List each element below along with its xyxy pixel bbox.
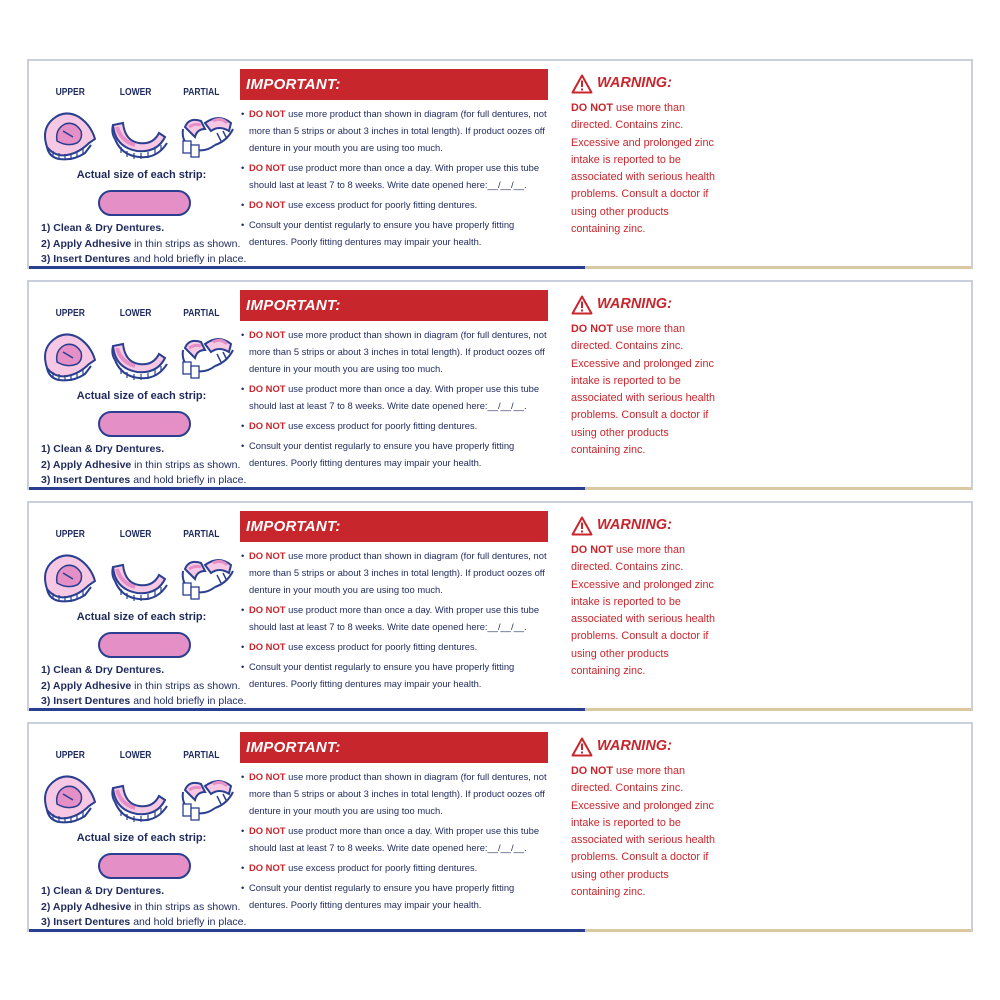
important-item-text: Consult your dentist regularly to ensure you have properly fitting dentures. Poorly fitting dentures may impair your health.: [249, 219, 515, 247]
denture-diagrams: [39, 328, 244, 386]
step-3-bold: 3) Insert Dentures: [41, 253, 131, 265]
important-item-text: use product more than once a day. With proper use this tube should last at least 7 to 8 weeks. Write date opened here:__/__/__.: [249, 383, 540, 411]
partial-label: PARTIAL: [183, 750, 220, 761]
important-item-text: use excess product for poorly fitting dentures.: [285, 862, 478, 873]
important-list: [240, 768, 552, 916]
adhesive-strip-sample: [98, 853, 191, 879]
warning-text: [571, 100, 721, 238]
important-item-4: • Consult your dentist regularly to ensure you have properly fitting dentures. Poorly fitting dentures may impair your health.: [241, 440, 515, 468]
important-item-text: Consult your dentist regularly to ensure you have properly fitting dentures. Poorly fitting dentures may impair your health.: [249, 440, 515, 468]
important-item-3: • DO NOT use excess product for poorly fitting dentures.: [241, 420, 478, 431]
do-not-label: DO NOT: [249, 162, 286, 173]
lower-label: LOWER: [119, 308, 152, 319]
application-steps: [41, 221, 253, 268]
application-steps: [41, 442, 253, 489]
upper-denture-icon: [39, 107, 101, 163]
do-not-label: DO NOT: [249, 641, 286, 652]
warning-title: WARNING:: [597, 296, 672, 312]
step-3-rest: and hold briefly in place.: [130, 474, 247, 486]
partial-label: PARTIAL: [183, 308, 220, 319]
warning-triangle-icon: [571, 516, 593, 536]
denture-diagrams: [39, 770, 244, 828]
partial-denture-icon: [175, 328, 239, 384]
important-item-4: • Consult your dentist regularly to ensure you have properly fitting dentures. Poorly fitting dentures may impair your health.: [241, 882, 515, 910]
instruction-panel-3: [27, 501, 973, 711]
do-not-label: DO NOT: [249, 383, 286, 394]
important-list: [240, 547, 552, 695]
step-3-rest: and hold briefly in place.: [130, 695, 247, 707]
panel-edge-tan: [585, 487, 971, 490]
important-item-4: • Consult your dentist regularly to ensure you have properly fitting dentures. Poorly fitting dentures may impair your health.: [241, 661, 515, 689]
adhesive-strip-sample: [98, 411, 191, 437]
step-2: [41, 679, 253, 695]
application-diagram: [39, 511, 249, 706]
denture-labels: [49, 529, 249, 545]
important-item-2: • DO NOT use product more than once a day. With proper use this tube should last at least 7 to 8 weeks. Write date opened here:__/__/__.: [241, 825, 540, 853]
strip-size-label: Actual size of each strip:: [76, 390, 207, 402]
warning-heading: [571, 736, 721, 758]
application-steps: [41, 884, 253, 931]
denture-diagrams: [39, 107, 244, 165]
step-3-bold: 3) Insert Dentures: [41, 916, 131, 928]
denture-labels: [49, 750, 249, 766]
warning-do-not: DO NOT: [571, 102, 613, 114]
step-2-bold: 2) Apply Adhesive: [41, 237, 132, 250]
strip-size-label: Actual size of each strip:: [76, 832, 207, 844]
warning-section: [571, 69, 721, 264]
important-title: IMPORTANT:: [240, 69, 548, 100]
step-2-rest: in thin strips as shown.: [131, 900, 241, 913]
do-not-label: DO NOT: [249, 420, 286, 431]
important-item-1: • DO NOT use more product than shown in diagram (for full dentures, not more than 5 strips or about 3 inches in total length). If product oozes off denture in your mouth you are using too much.: [241, 771, 547, 816]
warning-do-not: DO NOT: [571, 544, 613, 556]
important-section: [240, 69, 548, 264]
step-1: [41, 663, 253, 679]
important-list: [240, 105, 552, 253]
step-1: [41, 884, 253, 900]
step-3-bold: 3) Insert Dentures: [41, 695, 131, 707]
panel-edge-blue: [29, 266, 585, 269]
important-item-1: • DO NOT use more product than shown in diagram (for full dentures, not more than 5 strips or about 3 inches in total length). If product oozes off denture in your mouth you are using too much.: [241, 108, 547, 153]
step-1-bold: 1) Clean & Dry Dentures.: [41, 443, 165, 455]
instruction-panel-4: [27, 722, 973, 932]
warning-triangle-icon: [571, 737, 593, 757]
step-2-bold: 2) Apply Adhesive: [41, 900, 132, 913]
important-item-2: • DO NOT use product more than once a day. With proper use this tube should last at least 7 to 8 weeks. Write date opened here:__/__/__.: [241, 383, 540, 411]
step-2-rest: in thin strips as shown.: [131, 237, 241, 250]
adhesive-strip-sample: [98, 632, 191, 658]
warning-text: [571, 542, 721, 680]
important-item-text: use product more than once a day. With proper use this tube should last at least 7 to 8 weeks. Write date opened here:__/__/__.: [249, 162, 540, 190]
partial-denture-icon: [175, 549, 239, 605]
partial-denture-icon: [175, 770, 239, 826]
warning-triangle-icon: [571, 295, 593, 315]
lower-label: LOWER: [119, 87, 152, 98]
important-section: [240, 290, 548, 485]
panel-edge-tan: [585, 929, 971, 932]
important-item-2: • DO NOT use product more than once a day. With proper use this tube should last at least 7 to 8 weeks. Write date opened here:__/__/__.: [241, 604, 540, 632]
step-2: [41, 900, 253, 916]
upper-label: UPPER: [55, 87, 85, 98]
warning-heading: [571, 515, 721, 537]
important-item-text: use excess product for poorly fitting dentures.: [285, 641, 478, 652]
do-not-label: DO NOT: [249, 825, 286, 836]
do-not-label: DO NOT: [249, 550, 286, 561]
warning-body: use more than directed. Contains zinc. Excessive and prolonged zinc intake is reported to be associated with serious health problems. Consult a doctor if using other products containing zinc.: [571, 323, 716, 457]
important-list: [240, 326, 552, 474]
partial-label: PARTIAL: [183, 87, 220, 98]
warning-triangle-icon: [571, 74, 593, 94]
important-item-3: • DO NOT use excess product for poorly fitting dentures.: [241, 641, 478, 652]
important-title: IMPORTANT:: [240, 511, 548, 542]
denture-diagrams: [39, 549, 244, 607]
warning-heading: [571, 73, 721, 95]
strip-size-label: Actual size of each strip:: [76, 169, 207, 181]
warning-section: [571, 732, 721, 927]
important-item-text: use product more than once a day. With proper use this tube should last at least 7 to 8 weeks. Write date opened here:__/__/__.: [249, 604, 540, 632]
panel-edge-tan: [585, 266, 971, 269]
step-3-rest: and hold briefly in place.: [130, 253, 247, 265]
adhesive-strip-sample: [98, 190, 191, 216]
strip-size-label: Actual size of each strip:: [76, 611, 207, 623]
step-1: [41, 442, 253, 458]
do-not-label: DO NOT: [249, 862, 286, 873]
important-item-3: • DO NOT use excess product for poorly fitting dentures.: [241, 199, 478, 210]
warning-title: WARNING:: [597, 517, 672, 533]
denture-labels: [49, 87, 249, 103]
important-item-text: Consult your dentist regularly to ensure you have properly fitting dentures. Poorly fitting dentures may impair your health.: [249, 661, 515, 689]
upper-denture-icon: [39, 328, 101, 384]
step-2: [41, 237, 253, 253]
step-1-bold: 1) Clean & Dry Dentures.: [41, 664, 165, 676]
step-1-bold: 1) Clean & Dry Dentures.: [41, 885, 165, 897]
do-not-label: DO NOT: [249, 199, 286, 210]
warning-text: [571, 321, 721, 459]
lower-denture-icon: [107, 107, 171, 163]
upper-label: UPPER: [55, 750, 85, 761]
step-2-bold: 2) Apply Adhesive: [41, 458, 132, 471]
warning-heading: [571, 294, 721, 316]
step-2-rest: in thin strips as shown.: [131, 679, 241, 692]
important-item-text: Consult your dentist regularly to ensure you have properly fitting dentures. Poorly fitting dentures may impair your health.: [249, 882, 515, 910]
step-3-bold: 3) Insert Dentures: [41, 474, 131, 486]
important-item-1: • DO NOT use more product than shown in diagram (for full dentures, not more than 5 strips or about 3 inches in total length). If product oozes off denture in your mouth you are using too much.: [241, 329, 547, 374]
upper-label: UPPER: [55, 308, 85, 319]
step-2-rest: in thin strips as shown.: [131, 458, 241, 471]
important-title: IMPORTANT:: [240, 290, 548, 321]
important-item-text: use more product than shown in diagram (for full dentures, not more than 5 strips or about 3 inches in total length). If product oozes off denture in your mouth you are using too much.: [249, 550, 547, 595]
application-steps: [41, 663, 253, 710]
do-not-label: DO NOT: [249, 604, 286, 615]
important-item-1: • DO NOT use more product than shown in diagram (for full dentures, not more than 5 strips or about 3 inches in total length). If product oozes off denture in your mouth you are using too much.: [241, 550, 547, 595]
instruction-panel-2: [27, 280, 973, 490]
step-1: [41, 221, 253, 237]
upper-label: UPPER: [55, 529, 85, 540]
lower-denture-icon: [107, 549, 171, 605]
partial-denture-icon: [175, 107, 239, 163]
step-2-bold: 2) Apply Adhesive: [41, 679, 132, 692]
important-item-3: • DO NOT use excess product for poorly fitting dentures.: [241, 862, 478, 873]
warning-section: [571, 290, 721, 485]
warning-title: WARNING:: [597, 738, 672, 754]
warning-title: WARNING:: [597, 75, 672, 91]
application-diagram: [39, 732, 249, 927]
warning-section: [571, 511, 721, 706]
application-diagram: [39, 290, 249, 485]
step-1-bold: 1) Clean & Dry Dentures.: [41, 222, 165, 234]
warning-body: use more than directed. Contains zinc. Excessive and prolonged zinc intake is reported to be associated with serious health problems. Consult a doctor if using other products containing zinc.: [571, 544, 716, 678]
application-diagram: [39, 69, 249, 264]
lower-label: LOWER: [119, 529, 152, 540]
step-3-rest: and hold briefly in place.: [130, 916, 247, 928]
important-section: [240, 511, 548, 706]
step-2: [41, 458, 253, 474]
upper-denture-icon: [39, 549, 101, 605]
important-item-text: use excess product for poorly fitting dentures.: [285, 199, 478, 210]
important-item-text: use more product than shown in diagram (for full dentures, not more than 5 strips or about 3 inches in total length). If product oozes off denture in your mouth you are using too much.: [249, 771, 547, 816]
panel-edge-tan: [585, 708, 971, 711]
panel-edge-blue: [29, 708, 585, 711]
denture-labels: [49, 308, 249, 324]
lower-label: LOWER: [119, 750, 152, 761]
instruction-panel-1: [27, 59, 973, 269]
important-item-text: use more product than shown in diagram (for full dentures, not more than 5 strips or about 3 inches in total length). If product oozes off denture in your mouth you are using too much.: [249, 108, 547, 153]
upper-denture-icon: [39, 770, 101, 826]
important-item-text: use product more than once a day. With proper use this tube should last at least 7 to 8 weeks. Write date opened here:__/__/__.: [249, 825, 540, 853]
warning-do-not: DO NOT: [571, 323, 613, 335]
panel-edge-blue: [29, 487, 585, 490]
warning-body: use more than directed. Contains zinc. Excessive and prolonged zinc intake is reported to be associated with serious health problems. Consult a doctor if using other products containing zinc.: [571, 102, 716, 236]
do-not-label: DO NOT: [249, 329, 286, 340]
important-item-2: • DO NOT use product more than once a day. With proper use this tube should last at least 7 to 8 weeks. Write date opened here:__/__/__.: [241, 162, 540, 190]
important-title: IMPORTANT:: [240, 732, 548, 763]
important-item-4: • Consult your dentist regularly to ensure you have properly fitting dentures. Poorly fitting dentures may impair your health.: [241, 219, 515, 247]
important-item-text: use excess product for poorly fitting dentures.: [285, 420, 478, 431]
lower-denture-icon: [107, 328, 171, 384]
warning-body: use more than directed. Contains zinc. Excessive and prolonged zinc intake is reported to be associated with serious health problems. Consult a doctor if using other products containing zinc.: [571, 765, 716, 899]
do-not-label: DO NOT: [249, 771, 286, 782]
important-section: [240, 732, 548, 927]
panel-edge-blue: [29, 929, 585, 932]
do-not-label: DO NOT: [249, 108, 286, 119]
warning-text: [571, 763, 721, 901]
important-item-text: use more product than shown in diagram (for full dentures, not more than 5 strips or about 3 inches in total length). If product oozes off denture in your mouth you are using too much.: [249, 329, 547, 374]
partial-label: PARTIAL: [183, 529, 220, 540]
warning-do-not: DO NOT: [571, 765, 613, 777]
lower-denture-icon: [107, 770, 171, 826]
